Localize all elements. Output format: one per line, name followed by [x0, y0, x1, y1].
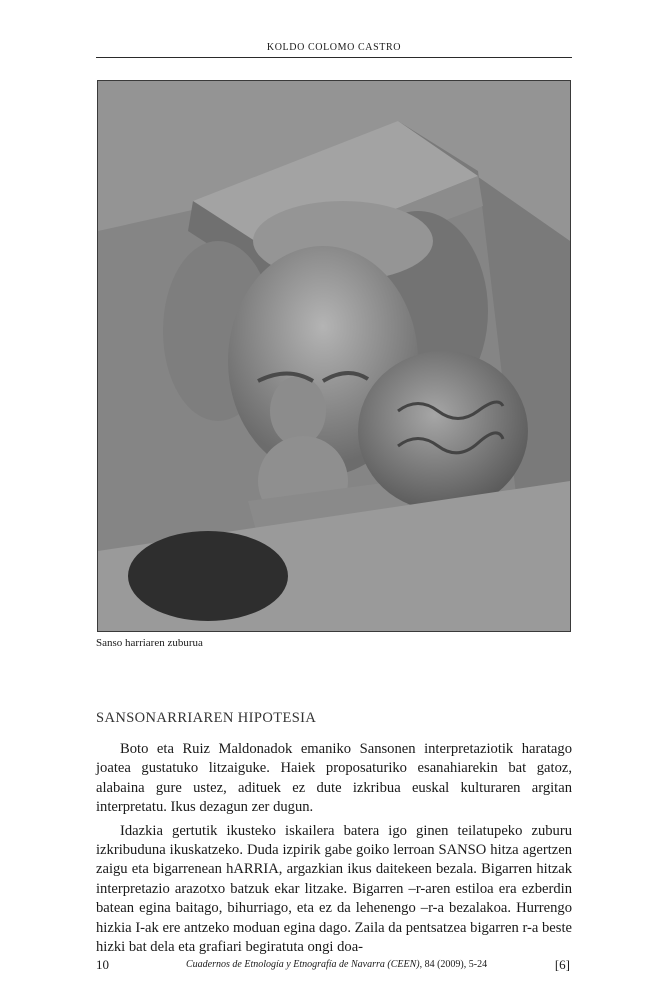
page-number: 10 — [96, 957, 109, 972]
figure-photo — [97, 80, 571, 632]
body-text — [96, 740, 572, 961]
paragraph: Boto eta Ruiz Maldonadok emaniko Sansonen interpretaziotik haratago joatea gustatuko litzaiguke. Haiek proposaturiko esanahiarekin bat gatoz, alabaina gure ustez, adituek ez dute izkribua euskal kulturaren argitan interpretatu. Ikus dezagun zer dugun. — [96, 741, 572, 816]
paragraph: Idazkia gertutik ikusteko iskailera batera igo ginen teilatupeko zuburu izkribuduna ikuskatzeko. Duda izpirik gabe goiko lerroan SANSO hitza agertzen zaigu eta bigarrenean hARRIA, argazkian ikus daitekeen bezala. Bigarren hitzak interpretazio arazotxo batzuk ekar litzake. Bigarren –r-aren estiloa era ezberdin batean egina baitago, bihurriago, eta ez da lehenengo –r-a bezalakoa. Hurrengo hizkia I-ak ere antzeko moduan egina dago. Zaila da pentsatzea bigarren r-a beste hizki bat dela eta grafiari begiratuta ongi doa- — [96, 822, 572, 956]
header-rule — [96, 57, 572, 58]
figure-caption: Sanso harriaren zuburua — [96, 637, 203, 649]
carved-head-photo — [98, 81, 570, 631]
page-footer — [96, 957, 572, 973]
journal-citation — [186, 959, 487, 970]
bracket-page-number: [6] — [554, 957, 570, 972]
section-title: SANSONARRIAREN HIPOTESIA — [96, 710, 317, 726]
running-head: KOLDO COLOMO CASTRO — [266, 42, 402, 53]
journal-title: Cuadernos de Etnología y Etnografía de Navarra (CEEN) — [186, 959, 420, 970]
journal-issue: , 84 (2009), 5-24 — [419, 959, 488, 970]
